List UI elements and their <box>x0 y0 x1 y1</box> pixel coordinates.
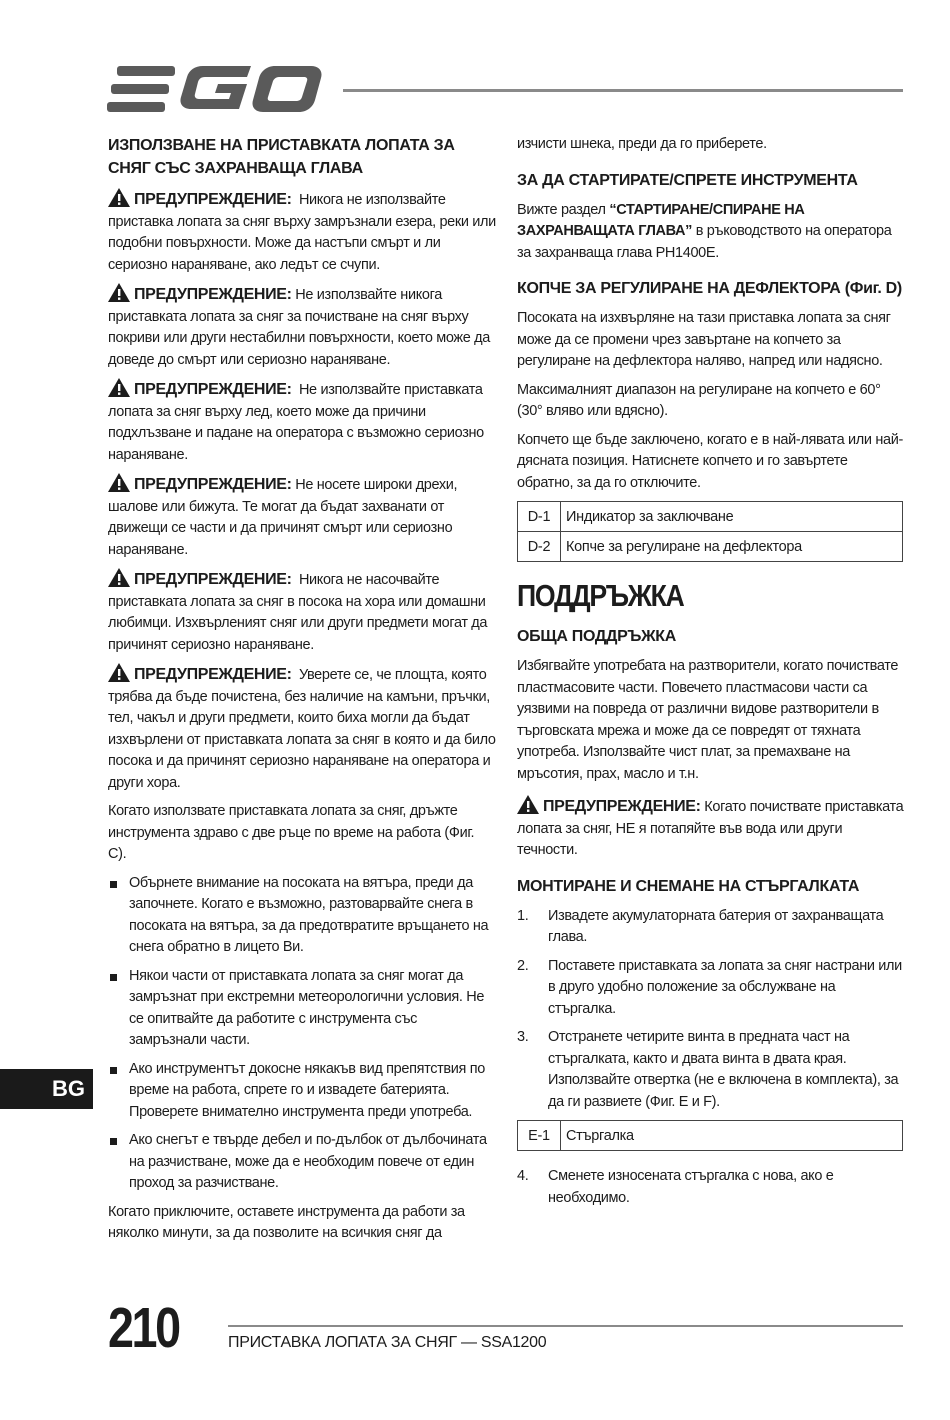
ego-logo <box>107 64 325 114</box>
warning-icon <box>108 378 130 397</box>
part-code: E-1 <box>518 1121 561 1151</box>
list-item: Някои части от приставката лопата за сняг могат да замръзнат при екстремни метеорологични условия. Не се опитвайте да работите с инструмента със замръзнали части. <box>108 966 496 1052</box>
intro-paragraph: Когато използвате приставката лопата за сняг, дръжте инструмента здраво с две ръце по време на работа (Фиг. C). <box>108 803 475 862</box>
warning-paragraph <box>108 378 496 466</box>
footer-title: ПРИСТАВКА ЛОПАТА ЗА СНЯГ — SSA1200 <box>228 1334 547 1351</box>
bullet-square-icon <box>110 1067 117 1074</box>
warning-text: Когато почиствате приставката лопата за сняг, НЕ я потапяйте във вода или други течности. <box>517 799 904 858</box>
right-column <box>517 134 905 1216</box>
warning-label: ПРЕДУПРЕЖДЕНИЕ: <box>134 476 292 493</box>
part-description: Индикатор за заключване <box>561 502 903 532</box>
warning-text: Не използвайте никога приставката лопата за сняг за почистване на сняг върху покриви или други нестабилни повърхности, което може да доведе до смърт или сериозно нараняване. <box>108 287 490 368</box>
deflector-paragraph: Посоката на изхвърляне на тази приставка лопата за сняг може да се промени чрез завъртане на копчето за регулиране на дефлектора наляво, напред или надясно. <box>517 310 891 369</box>
warning-paragraph <box>108 473 496 561</box>
language-tab: BG <box>0 1069 93 1109</box>
start-stop-paragraph: Вижте раздел “СТАРТИРАНЕ/СПИРАНЕ НА ЗАХРАНВАЩАТА ГЛАВА” в ръководството на оператора за захранваща глава PH1400E. <box>517 201 892 261</box>
warning-label: ПРЕДУПРЕЖДЕНИЕ: <box>134 286 292 303</box>
warning-icon <box>108 568 130 587</box>
general-maintenance-paragraph: Избягвайте употребата на разтворители, когато почиствате пластмасовите части. Повечето пластмасови части са уязвими на повреда от различни видове разтворители в търговската мрежа и може да се повредят от тяхната употреба. Използвайте чист плат, за премахване на мръсотия, прах, масло и т.н. <box>517 658 899 782</box>
continuation-paragraph: изчисти шнека, преди да го приберете. <box>517 136 767 152</box>
part-description: Стъргалка <box>561 1121 903 1151</box>
warning-paragraph <box>108 188 496 276</box>
footer-rule <box>228 1325 903 1327</box>
bullet-square-icon <box>110 881 117 888</box>
closing-paragraph: Когато приключите, оставете инструмента да работи за няколко минути, за да позволите на всичкия сняг да <box>108 1203 465 1241</box>
section-heading-deflector: КОПЧЕ ЗА РЕГУЛИРАНЕ НА ДЕФЛЕКТОРА (Фиг. D) <box>517 280 902 297</box>
warning-label: ПРЕДУПРЕЖДЕНИЕ: <box>134 191 292 208</box>
warning-icon <box>108 188 130 207</box>
header-rule <box>343 89 903 92</box>
warning-label: ПРЕДУПРЕЖДЕНИЕ: <box>543 798 701 815</box>
deflector-parts-table <box>517 501 903 562</box>
warning-paragraph <box>108 663 496 794</box>
left-column <box>108 134 496 1252</box>
section-heading-general-maintenance: ОБЩА ПОДДРЪЖКА <box>517 628 676 645</box>
maintenance-title: ПОДДРЪЖКА <box>517 578 684 613</box>
warning-text: Не използвайте приставката лопата за сняг върху лед, което може да причини подхлъзване и падане на оператора с възможно сериозно нараняване. <box>108 382 484 463</box>
bullet-square-icon <box>110 1138 117 1145</box>
list-item: Обърнете внимание на посоката на вятъра, преди да започнете. Когато е възможно, разтоварвайте снега в посоката на вятъра, за да предотвратите връщането на снега обратно в лицето Ви. <box>108 873 496 959</box>
warning-icon <box>517 795 539 814</box>
warning-label: ПРЕДУПРЕЖДЕНИЕ: <box>134 381 292 398</box>
warning-label: ПРЕДУПРЕЖДЕНИЕ: <box>134 571 292 588</box>
section-heading-scraper: МОНТИРАНЕ И СНЕМАНЕ НА СТЪРГАЛКАТА <box>517 877 860 895</box>
list-item: 4. Сменете износената стъргалка с нова, ако е необходимо. <box>517 1168 834 1206</box>
warning-icon <box>108 283 130 302</box>
warning-paragraph <box>108 568 496 656</box>
bullet-square-icon <box>110 974 117 981</box>
warning-text: Уверете се, че площта, която трябва да бъде почистена, без наличие на камъни, пръчки, тел, чакъл и други предмети, които биха могли да бъдат изхвърлени от приставката лопата за сняг в която и да било посока и да причинят сериозно нараняване на оператора и други хора. <box>108 667 496 791</box>
warning-text: Никога не използвайте приставка лопата за сняг върху замръзнали езера, реки или подобни повърхности. Може да настъпи смърт и ли сериозно нараняване, ако ледът се счупи. <box>108 192 496 273</box>
part-description: Копче за регулиране на дефлектора <box>561 532 903 562</box>
table-row <box>518 1121 903 1151</box>
part-code: D-2 <box>518 532 561 562</box>
list-item: Ако снегът е твърде дебел и по-дълбок от дълбочината на разчистване, може да е необходим повече от един проход за разчистване. <box>108 1130 496 1195</box>
warning-icon <box>108 663 130 682</box>
table-row <box>518 502 903 532</box>
list-item: Ако инструментът докосне някакъв вид препятствия по време на работа, спрете го и извадете батерията. Проверете внимателно инструмента преди употреба. <box>108 1059 496 1124</box>
scraper-parts-table <box>517 1120 903 1151</box>
warning-text: Никога не насочвайте приставката лопата за сняг в посока на хора или домашни любимци. Изхвърленият сняг или други предмети могат да причинят сериозно нараняване. <box>108 572 488 653</box>
section-heading-start-stop: ЗА ДА СТАРТИРАТЕ/СПРЕТЕ ИНСТРУМЕНТА <box>517 171 858 189</box>
warning-paragraph <box>108 283 496 371</box>
tips-list <box>108 873 496 1195</box>
list-item: 2. Поставете приставката за лопата за сняг настрани или в друго удобно положение за обслужване на стъргалка. <box>517 957 902 1017</box>
warning-icon <box>108 473 130 492</box>
scraper-steps-list <box>517 906 905 1114</box>
section-heading-using-attachment: ИЗПОЛЗВАНЕ НА ПРИСТАВКАТА ЛОПАТА ЗА СНЯГ СЪС ЗАХРАНВАЩА ГЛАВА <box>108 137 455 177</box>
deflector-paragraph: Копчето ще бъде заключено, когато е в най-лявата или най-дясната позиция. Натиснете копчето и го завъртете обратно, за да го отключите. <box>517 431 903 491</box>
deflector-paragraph: Максималният диапазон на регулиране на копчето е 60° (30° вляво или вдясно). <box>517 381 881 419</box>
table-row <box>518 532 903 562</box>
warning-text: Не носете широки дрехи, шалове или бижута. Те могат да бъдат захванати от движещи се части и да причинят смърт или сериозно нараняване. <box>108 477 458 558</box>
scraper-steps-list-continued <box>517 1166 905 1209</box>
page-number: 210 <box>108 1296 179 1360</box>
part-code: D-1 <box>518 502 561 532</box>
list-item: 3. Отстранете четирите винта в предната част на стъргалката, както и двата винта в двата края. Използвайте отвертка (не е включена в комплекта), за да ги развиете (Фиг. E и F). <box>517 1029 899 1110</box>
warning-paragraph <box>517 795 905 862</box>
warning-label: ПРЕДУПРЕЖДЕНИЕ: <box>134 666 292 683</box>
list-item: 1. Извадете акумулаторната батерия от захранващата глава. <box>517 907 884 945</box>
